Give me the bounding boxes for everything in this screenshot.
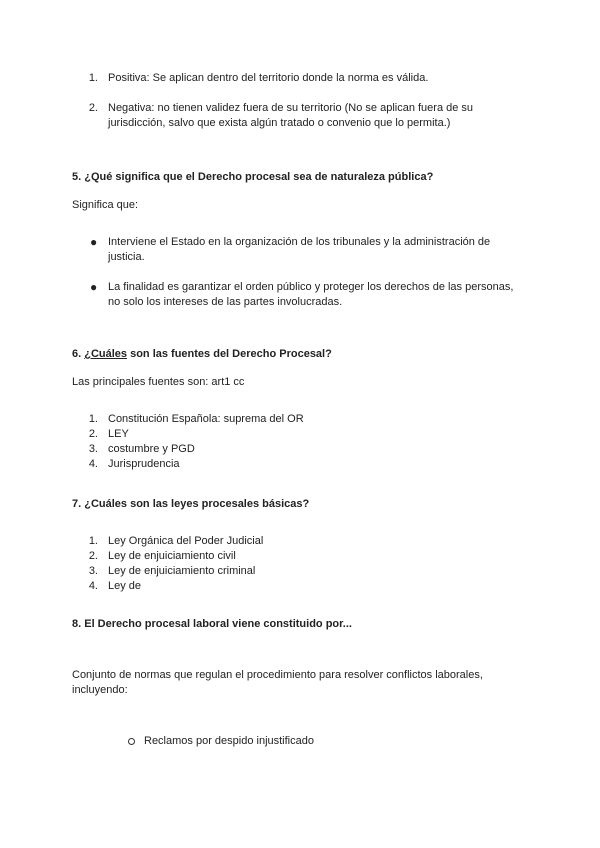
list-number: 4. — [88, 458, 98, 470]
question-7-heading: 7. ¿Cuáles son las leyes procesales básicas? — [72, 498, 310, 510]
list-item-text: Ley de enjuiciamiento criminal — [108, 565, 256, 577]
question-5-intro: Significa que: — [72, 199, 139, 211]
list-number: 1. — [88, 72, 98, 84]
bullet-text: justicia. — [108, 251, 145, 263]
question-8-heading: 8. El Derecho procesal laboral viene constituido por... — [72, 618, 352, 630]
list-number: 2. — [88, 428, 98, 440]
list-item-text: Jurisprudencia — [108, 458, 180, 470]
question-6-intro: Las principales fuentes son: art1 cc — [72, 376, 245, 388]
list-number: 1. — [88, 535, 98, 547]
bullet-text: La finalidad es garantizar el orden público y proteger los derechos de las personas, — [108, 281, 514, 293]
list-item-text: Constitución Española: suprema del OR — [108, 413, 304, 425]
list-number: 2. — [88, 550, 98, 562]
list-item-text: jurisdicción, salvo que exista algún tratado o convenio que lo permita.) — [108, 117, 451, 129]
bullet-text: no solo los intereses de las partes involucradas. — [108, 296, 343, 308]
list-item-text: Ley de — [108, 580, 142, 592]
bullet-text: Interviene el Estado en la organización de los tribunales y la administración de — [108, 236, 491, 248]
bullet-icon: ● — [90, 280, 98, 294]
list-item-text: costumbre y PGD — [108, 443, 195, 455]
list-item-text: Positiva: Se aplican dentro del territorio donde la norma es válida. — [108, 72, 429, 84]
list-number: 1. — [88, 413, 98, 425]
list-number: 3. — [88, 443, 98, 455]
bullet-icon: ● — [90, 235, 98, 249]
list-number: 4. — [88, 580, 98, 592]
list-item-text: Ley de enjuiciamiento civil — [108, 550, 236, 562]
question-8-paragraph: incluyendo: — [72, 684, 128, 696]
list-number: 2. — [88, 102, 98, 114]
heading-prefix: 6. — [72, 348, 85, 360]
question-5-heading: 5. ¿Qué significa que el Derecho procesal sea de naturaleza pública? — [72, 171, 434, 183]
heading-underlined-word: ¿Cuáles — [84, 348, 128, 360]
hollow-bullet-icon — [128, 738, 135, 745]
sub-bullet-text: Reclamos por despido injustificado — [144, 735, 314, 747]
list-item-text: Negativa: no tienen validez fuera de su territorio (No se aplican fuera de su — [108, 102, 474, 114]
question-8-paragraph: Conjunto de normas que regulan el procedimiento para resolver conflictos laborales, — [72, 669, 483, 681]
list-item-text: LEY — [108, 428, 129, 440]
list-number: 3. — [88, 565, 98, 577]
heading-rest: son las fuentes del Derecho Procesal? — [127, 348, 332, 360]
question-6-heading — [72, 347, 332, 361]
list-item-text: Ley Orgánica del Poder Judicial — [108, 535, 264, 547]
